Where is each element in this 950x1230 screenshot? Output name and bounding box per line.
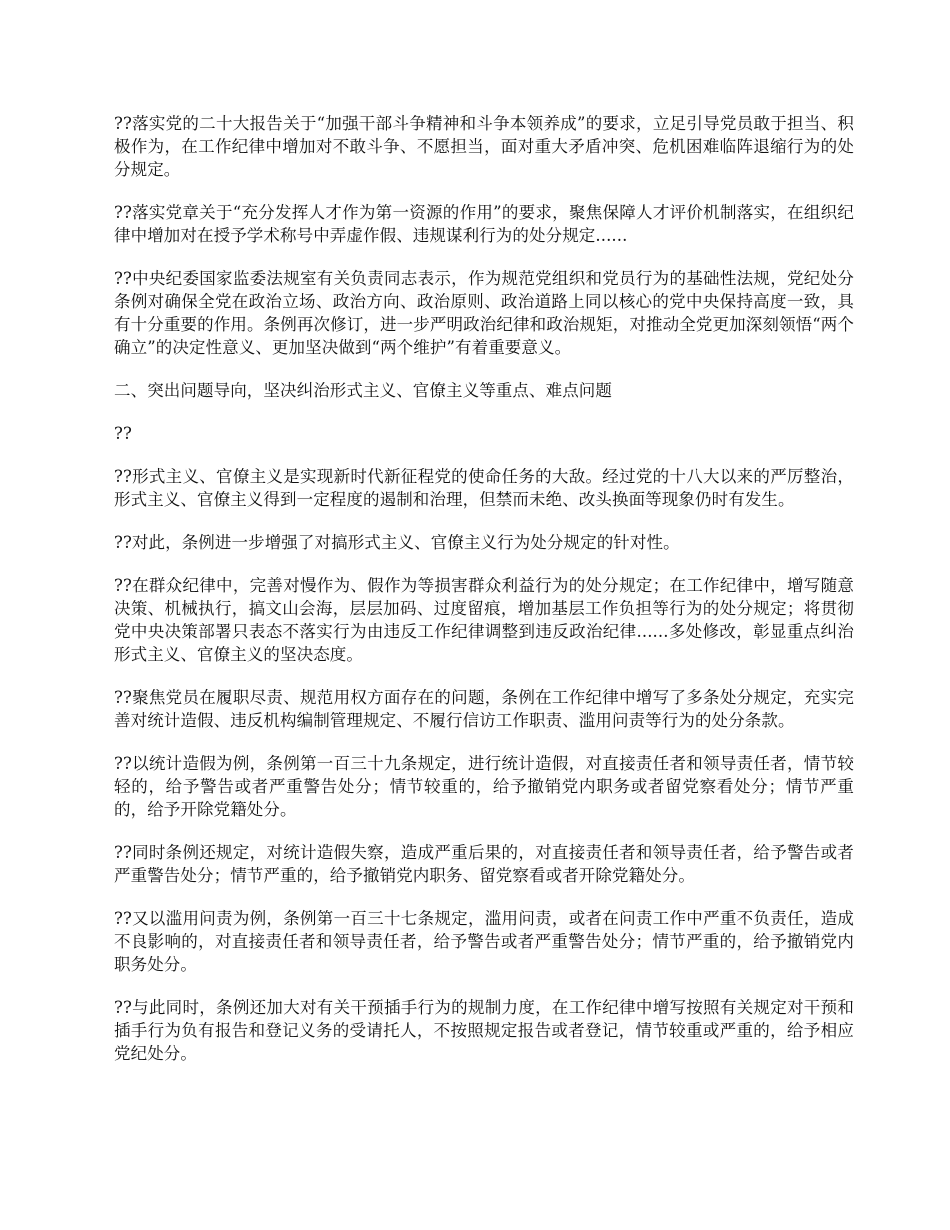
- paragraph-empty: ??: [114, 424, 132, 443]
- paragraph-7: ??聚焦党员在履职尽责、规范用权方面存在的问题，条例在工作纪律中增写了多条处分规定，充实完善对统计造假、违反机构编制管理规定、不履行信访工作职责、滥用问责等行为的处分条款。: [114, 688, 854, 730]
- paragraph-6: ??在群众纪律中，完善对慢作为、假作为等损害群众利益行为的处分规定；在工作纪律中，增写随意决策、机械执行，搞文山会海，层层加码、过度留痕，增加基层工作负担等行为的处分规定；将贯彻党中央决策部署只表态不落实行为由违反工作纪律调整到违反政治纪律......多处修改，彰显重点纠治形式主义、官僚主义的坚决态度。: [114, 576, 854, 664]
- paragraph-4: ??形式主义、官僚主义是实现新时代新征程党的使命任务的大敌。经过党的十八大以来的严厉整治，形式主义、官僚主义得到一定程度的遏制和治理，但禁而未绝、改头换面等现象仍时有发生。: [114, 467, 854, 509]
- paragraph-8: ??以统计造假为例，条例第一百三十九条规定，进行统计造假，对直接责任者和领导责任者，情节较轻的，给予警告或者严重警告处分；情节较重的，给予撤销党内职务或者留党察看处分；情节严重的，给予开除党籍处分。: [114, 754, 854, 819]
- paragraph-2: ??落实党章关于“充分发挥人才作为第一资源的作用”的要求，聚焦保障人才评价机制落实，在组织纪律中增加对在授予学术称号中弄虚作假、违规谋利行为的处分规定......: [114, 203, 854, 245]
- document-body: [114, 112, 854, 1085]
- section-heading: 二、突出问题导向，坚决纠治形式主义、官僚主义等重点、难点问题: [114, 381, 612, 400]
- paragraph-3: ??中央纪委国家监委法规室有关负责同志表示，作为规范党组织和党员行为的基础性法规，党纪处分条例对确保全党在政治立场、政治方向、政治原则、政治道路上同以核心的党中央保持高度一致，具有十分重要的作用。条例再次修订，进一步严明政治纪律和政治规矩，对推动全党更加深刻领悟“两个确立”的决定性意义、更加坚决做到“两个维护”有着重要意义。: [114, 269, 854, 357]
- paragraph-9: ??同时条例还规定，对统计造假失察，造成严重后果的，对直接责任者和领导责任者，给予警告或者严重警告处分；情节严重的，给予撤销党内职务、留党察看或者开除党籍处分。: [114, 843, 854, 885]
- paragraph-10: ??又以滥用问责为例，条例第一百三十七条规定，滥用问责，或者在问责工作中严重不负责任，造成不良影响的，对直接责任者和领导责任者，给予警告或者严重警告处分；情节严重的，给予撤销党内职务处分。: [114, 909, 854, 974]
- paragraph-1: ??落实党的二十大报告关于“加强干部斗争精神和斗争本领养成”的要求，立足引导党员敢于担当、积极作为，在工作纪律中增加对不敢斗争、不愿担当，面对重大矛盾冲突、危机困难临阵退缩行为的处分规定。: [114, 114, 854, 179]
- paragraph-11: ??与此同时，条例还加大对有关干预插手行为的规制力度，在工作纪律中增写按照有关规定对干预和插手行为负有报告和登记义务的受请托人，不按照规定报告或者登记，情节较重或严重的，给予相应党纪处分。: [114, 998, 854, 1063]
- paragraph-5: ??对此，条例进一步增强了对搞形式主义、官僚主义行为处分规定的针对性。: [114, 533, 680, 552]
